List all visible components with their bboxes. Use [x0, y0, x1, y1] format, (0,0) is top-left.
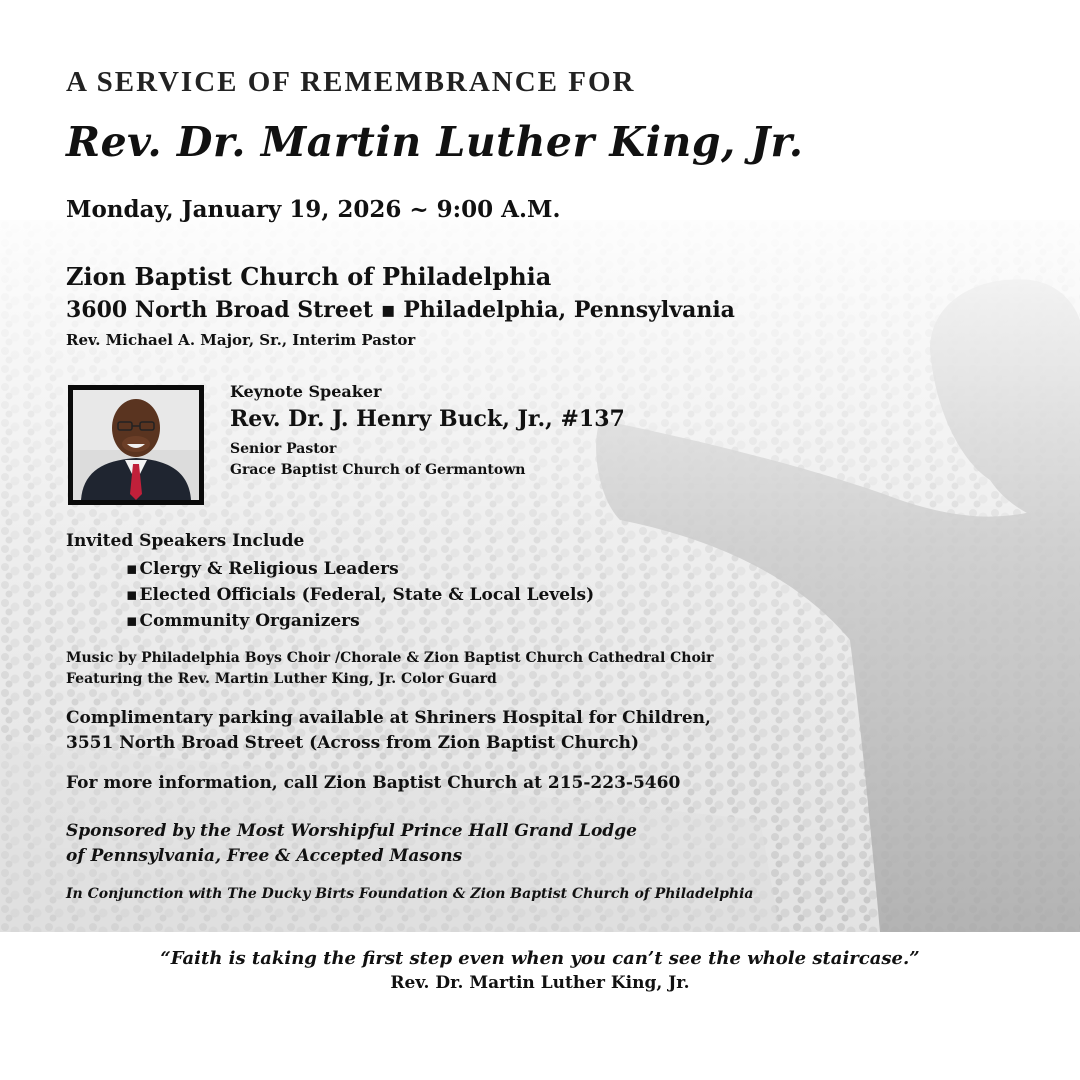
music-line-1: Music by Philadelphia Boys Choir /Chorale & Zion Baptist Church Cathedral Choir	[66, 650, 714, 666]
list-item: ▪ Elected Officials (Federal, State & Local Levels)	[126, 582, 594, 608]
conjunction-line: In Conjunction with The Ducky Birts Foundation & Zion Baptist Church of Philadelphia	[66, 886, 754, 902]
invited-speakers-list	[126, 556, 594, 634]
venue-pastor: Rev. Michael A. Major, Sr., Interim Pastor	[66, 331, 416, 349]
venue-address: 3600 North Broad Street ▪ Philadelphia, Pennsylvania	[66, 297, 735, 323]
sponsor-line-1: Sponsored by the Most Worshipful Prince Hall Grand Lodge	[66, 821, 637, 841]
contact-info: For more information, call Zion Baptist Church at 215-223-5460	[66, 773, 681, 793]
keynote-speaker-photo	[68, 385, 204, 505]
list-item: ▪ Community Organizers	[126, 608, 594, 634]
quote-attribution: Rev. Dr. Martin Luther King, Jr.	[390, 973, 690, 993]
parking-line-1: Complimentary parking available at Shriners Hospital for Children,	[66, 708, 711, 728]
honoree-name: Rev. Dr. Martin Luther King, Jr.	[66, 118, 804, 166]
keynote-speaker-church: Grace Baptist Church of Germantown	[230, 462, 526, 478]
keynote-speaker-title: Senior Pastor	[230, 441, 337, 457]
invited-speakers-heading: Invited Speakers Include	[66, 531, 305, 551]
event-datetime: Monday, January 19, 2026 ~ 9:00 A.M.	[66, 196, 561, 223]
list-item: ▪ Clergy & Religious Leaders	[126, 556, 594, 582]
venue-name: Zion Baptist Church of Philadelphia	[66, 262, 552, 291]
service-kicker: A SERVICE OF REMEMBRANCE FOR	[66, 66, 636, 98]
parking-line-2: 3551 North Broad Street (Across from Zion Baptist Church)	[66, 733, 639, 753]
keynote-label: Keynote Speaker	[230, 382, 382, 401]
music-line-2: Featuring the Rev. Martin Luther King, Jr. Color Guard	[66, 671, 497, 687]
keynote-speaker-name: Rev. Dr. J. Henry Buck, Jr., #137	[230, 406, 625, 432]
sponsor-line-2: of Pennsylvania, Free & Accepted Masons	[66, 846, 463, 866]
quote-text: “Faith is taking the first step even when you can’t see the whole staircase.”	[160, 948, 920, 969]
